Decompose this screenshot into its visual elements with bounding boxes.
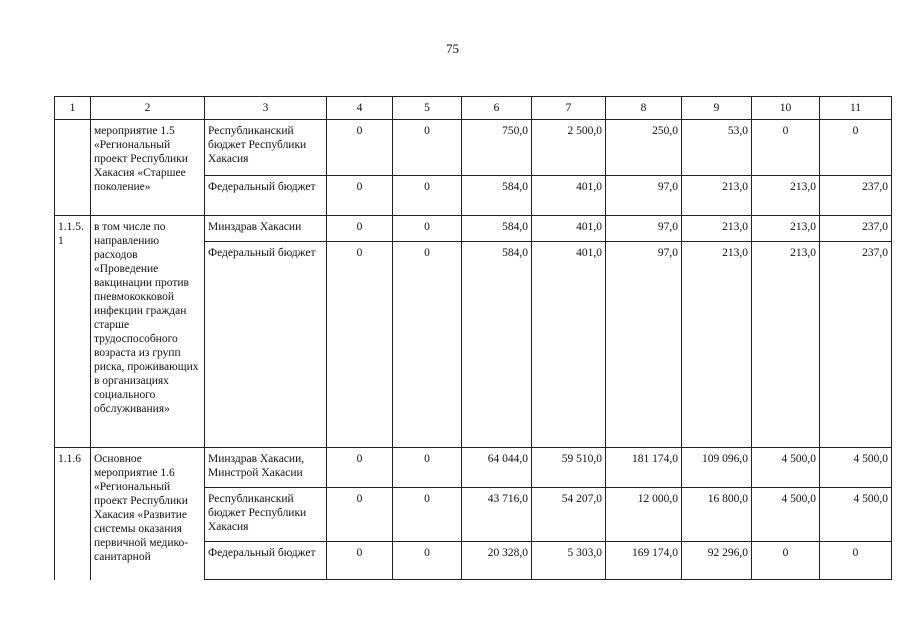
value-cell: 401,0: [532, 216, 606, 242]
activity-name: в том числе по направлению расходов «Проведение вакцинации против пневмококковой инфекции граждан старше трудоспособного возраста из групп риска, проживающих в организациях социального обслуживания»: [91, 216, 205, 448]
value-cell: 213,0: [752, 242, 820, 448]
value-cell: 4 500,0: [752, 448, 820, 488]
value-cell: 0: [752, 542, 820, 580]
header-cell: 4: [327, 97, 393, 120]
value-cell: 4 500,0: [820, 488, 892, 542]
value-cell: 584,0: [462, 242, 532, 448]
activity-name: мероприятие 1.5 «Региональный проект Республики Хакасия «Старшее поколение»: [91, 120, 205, 216]
value-cell: 0: [327, 542, 393, 580]
value-cell: 181 174,0: [606, 448, 682, 488]
value-cell: 0: [393, 216, 462, 242]
header-cell: 7: [532, 97, 606, 120]
activity-name: Основное мероприятие 1.6 «Региональный проект Республики Хакасия «Развитие системы оказания первичной медико-санитарной: [91, 448, 205, 580]
value-cell: 0: [820, 120, 892, 176]
value-cell: 401,0: [532, 176, 606, 216]
page-number: 75: [446, 41, 459, 56]
value-cell: 0: [393, 448, 462, 488]
row-number: 1.1.5.1: [55, 216, 91, 448]
header-row: [55, 97, 892, 120]
value-cell: 53,0: [682, 120, 752, 176]
value-cell: 4 500,0: [820, 448, 892, 488]
value-cell: 54 207,0: [532, 488, 606, 542]
value-cell: 250,0: [606, 120, 682, 176]
value-cell: 0: [393, 120, 462, 176]
value-cell: 43 716,0: [462, 488, 532, 542]
value-cell: 64 044,0: [462, 448, 532, 488]
value-cell: 0: [327, 120, 393, 176]
value-cell: 97,0: [606, 216, 682, 242]
row-number: [55, 120, 91, 216]
value-cell: 750,0: [462, 120, 532, 176]
funding-source: Республиканский бюджет Республики Хакасия: [205, 488, 327, 542]
value-cell: 0: [393, 488, 462, 542]
value-cell: 0: [327, 488, 393, 542]
funding-source: Федеральный бюджет: [205, 542, 327, 580]
header-cell: 1: [55, 97, 91, 120]
value-cell: 59 510,0: [532, 448, 606, 488]
value-cell: 584,0: [462, 176, 532, 216]
budget-table: [54, 96, 892, 580]
value-cell: 16 800,0: [682, 488, 752, 542]
value-cell: 0: [820, 542, 892, 580]
value-cell: 237,0: [820, 176, 892, 216]
value-cell: 0: [327, 448, 393, 488]
funding-source: Минздрав Хакасии: [205, 216, 327, 242]
value-cell: 213,0: [682, 216, 752, 242]
value-cell: 109 096,0: [682, 448, 752, 488]
value-cell: 0: [393, 542, 462, 580]
row-number: 1.1.6: [55, 448, 91, 580]
value-cell: 12 000,0: [606, 488, 682, 542]
value-cell: 0: [752, 120, 820, 176]
table-row: [55, 216, 892, 242]
value-cell: 0: [393, 242, 462, 448]
funding-source: Федеральный бюджет: [205, 242, 327, 448]
value-cell: 5 303,0: [532, 542, 606, 580]
value-cell: 2 500,0: [532, 120, 606, 176]
value-cell: 169 174,0: [606, 542, 682, 580]
header-cell: 8: [606, 97, 682, 120]
funding-source: Республиканский бюджет Республики Хакасия: [205, 120, 327, 176]
header-cell: 9: [682, 97, 752, 120]
value-cell: 0: [327, 242, 393, 448]
value-cell: 584,0: [462, 216, 532, 242]
value-cell: 401,0: [532, 242, 606, 448]
funding-source: Федеральный бюджет: [205, 176, 327, 216]
value-cell: 20 328,0: [462, 542, 532, 580]
value-cell: 213,0: [752, 176, 820, 216]
funding-source: Минздрав Хакасии, Минстрой Хакасии: [205, 448, 327, 488]
table-row: [55, 120, 892, 176]
header-cell: 11: [820, 97, 892, 120]
value-cell: 0: [393, 176, 462, 216]
value-cell: 0: [327, 216, 393, 242]
value-cell: 213,0: [682, 176, 752, 216]
value-cell: 97,0: [606, 242, 682, 448]
value-cell: 92 296,0: [682, 542, 752, 580]
value-cell: 97,0: [606, 176, 682, 216]
header-cell: 3: [205, 97, 327, 120]
header-cell: 5: [393, 97, 462, 120]
value-cell: 4 500,0: [752, 488, 820, 542]
header-cell: 10: [752, 97, 820, 120]
header-cell: 6: [462, 97, 532, 120]
value-cell: 213,0: [682, 242, 752, 448]
value-cell: 213,0: [752, 216, 820, 242]
table-row: [55, 448, 892, 488]
value-cell: 0: [327, 176, 393, 216]
header-cell: 2: [91, 97, 205, 120]
value-cell: 237,0: [820, 216, 892, 242]
value-cell: 237,0: [820, 242, 892, 448]
